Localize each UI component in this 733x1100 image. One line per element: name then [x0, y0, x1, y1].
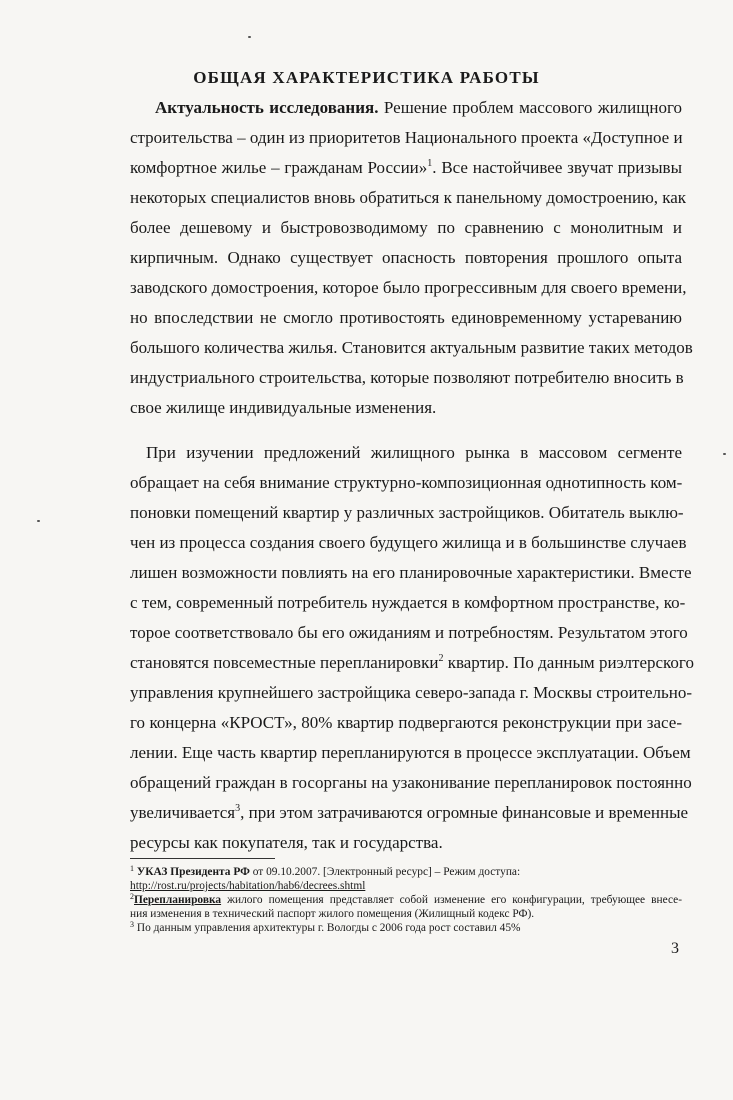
footnote-ref-1: 1 — [427, 158, 433, 169]
footnote-1: $^1$ УКАЗ Президента РФ от 09.10.2007. [Электронный ресурс] – Режим доступа: — [130, 864, 521, 878]
paragraph-1-line-11: свое жилище индивидуальные изменения. — [130, 398, 437, 417]
footnote-url-link[interactable]: http://rost.ru/projects/habitation/hab6/decrees.shtml — [130, 880, 366, 892]
footnote-separator — [130, 858, 275, 859]
footnote-1-link[interactable] — [130, 880, 682, 893]
scan-speck — [723, 453, 726, 455]
paragraph-2-line-8: становятся повсеместные перепланировки$^2$ квартир. По данным риэлтерского — [130, 653, 694, 672]
paragraph-2-line-13: увеличивается$^3$, при этом затрачиваются огромные финансовые и временные — [130, 803, 689, 822]
paragraph-1-line-5: более дешевому и быстровозводимому по сравнению с монолитным и — [130, 218, 682, 237]
section-heading-inline: Актуальность исследования. — [155, 98, 379, 117]
scan-speck — [248, 36, 251, 38]
paragraph-2-line-4: чен из процесса создания своего будущего жилища и в большинстве случаев — [130, 533, 687, 552]
page-number: 3 — [671, 940, 679, 957]
scan-speck — [37, 520, 40, 522]
paragraph-2-line-12: обращений граждан в госорганы на узаконивание перепланировок постоянно — [130, 773, 692, 792]
paragraph-1-line-9: большого количества жилья. Становится актуальным развитие таких методов — [130, 338, 693, 357]
footnote-ref-3: 3 — [235, 803, 241, 814]
footnote-2: $^2$Перепланировка жилого помещения представляет собой изменение его конфигурации, требующее внесе- — [130, 892, 682, 906]
footnote-3: $^3$ По данным управления архитектуры г. Вологды с 2006 года рост составил 45% — [130, 920, 521, 934]
paragraph-2-line-9: управления крупнейшего застройщика северо-запада г. Москвы строительно- — [130, 683, 693, 702]
paragraph-1-line-7: заводского домостроения, которое было прогрессивным для своего времени, — [130, 278, 687, 297]
paragraph-1-line-8: но впоследствии не смогло противостоять единовременному устареванию — [130, 308, 682, 327]
paragraph-1-line-4: некоторых специалистов вновь обратиться к панельному домостроению, как — [130, 188, 687, 207]
paragraph-2-line-7: торое соответствовало бы его ожиданиям и потребностям. Результатом этого — [130, 623, 688, 642]
paragraph-2-line-6: с тем, современный потребитель нуждается в комфортном пространстве, ко- — [130, 593, 686, 612]
footnote-ref-2: 2 — [438, 653, 444, 664]
paragraph-2-line-1: При изучении предложений жилищного рынка в массовом сегменте — [146, 443, 682, 462]
paragraph-2-line-5: лишен возможности повлиять на его планировочные характеристики. Вместе — [130, 563, 692, 582]
paragraph-2-line-2: обращает на себя внимание структурно-композиционная однотипность ком- — [130, 473, 683, 492]
paragraph-2-line-14: ресурсы как покупателя, так и государства. — [130, 833, 443, 852]
footnote-2-continued: ния изменения в технический паспорт жилого помещения (Жилищный кодекс РФ). — [130, 908, 535, 920]
paragraph-1-line-1: Актуальность исследования. Решение проблем массового жилищного — [155, 98, 682, 117]
paragraph-2-line-11: лении. Еще часть квартир перепланируются в процессе эксплуатации. Объем — [130, 743, 691, 762]
paragraph-1-line-10: индустриального строительства, которые позволяют потребителю вносить в — [130, 368, 684, 387]
paragraph-1-line-2: строительства – один из приоритетов Национального проекта «Доступное и — [130, 128, 683, 147]
page-title: ОБЩАЯ ХАРАКТЕРИСТИКА РАБОТЫ — [193, 68, 540, 87]
paragraph-1-line-3: комфортное жилье – гражданам России»$^1$. Все настойчивее звучат призывы — [130, 158, 682, 177]
paragraph-2-line-10: го концерна «КРОСТ», 80% квартир подвергаются реконструкции при засе- — [130, 713, 682, 732]
paragraph-2-line-3: поновки помещений квартир у различных застройщиков. Обитатель выклю- — [130, 503, 684, 522]
paragraph-1-line-6: кирпичным. Однако существует опасность повторения прошлого опыта — [130, 248, 682, 267]
